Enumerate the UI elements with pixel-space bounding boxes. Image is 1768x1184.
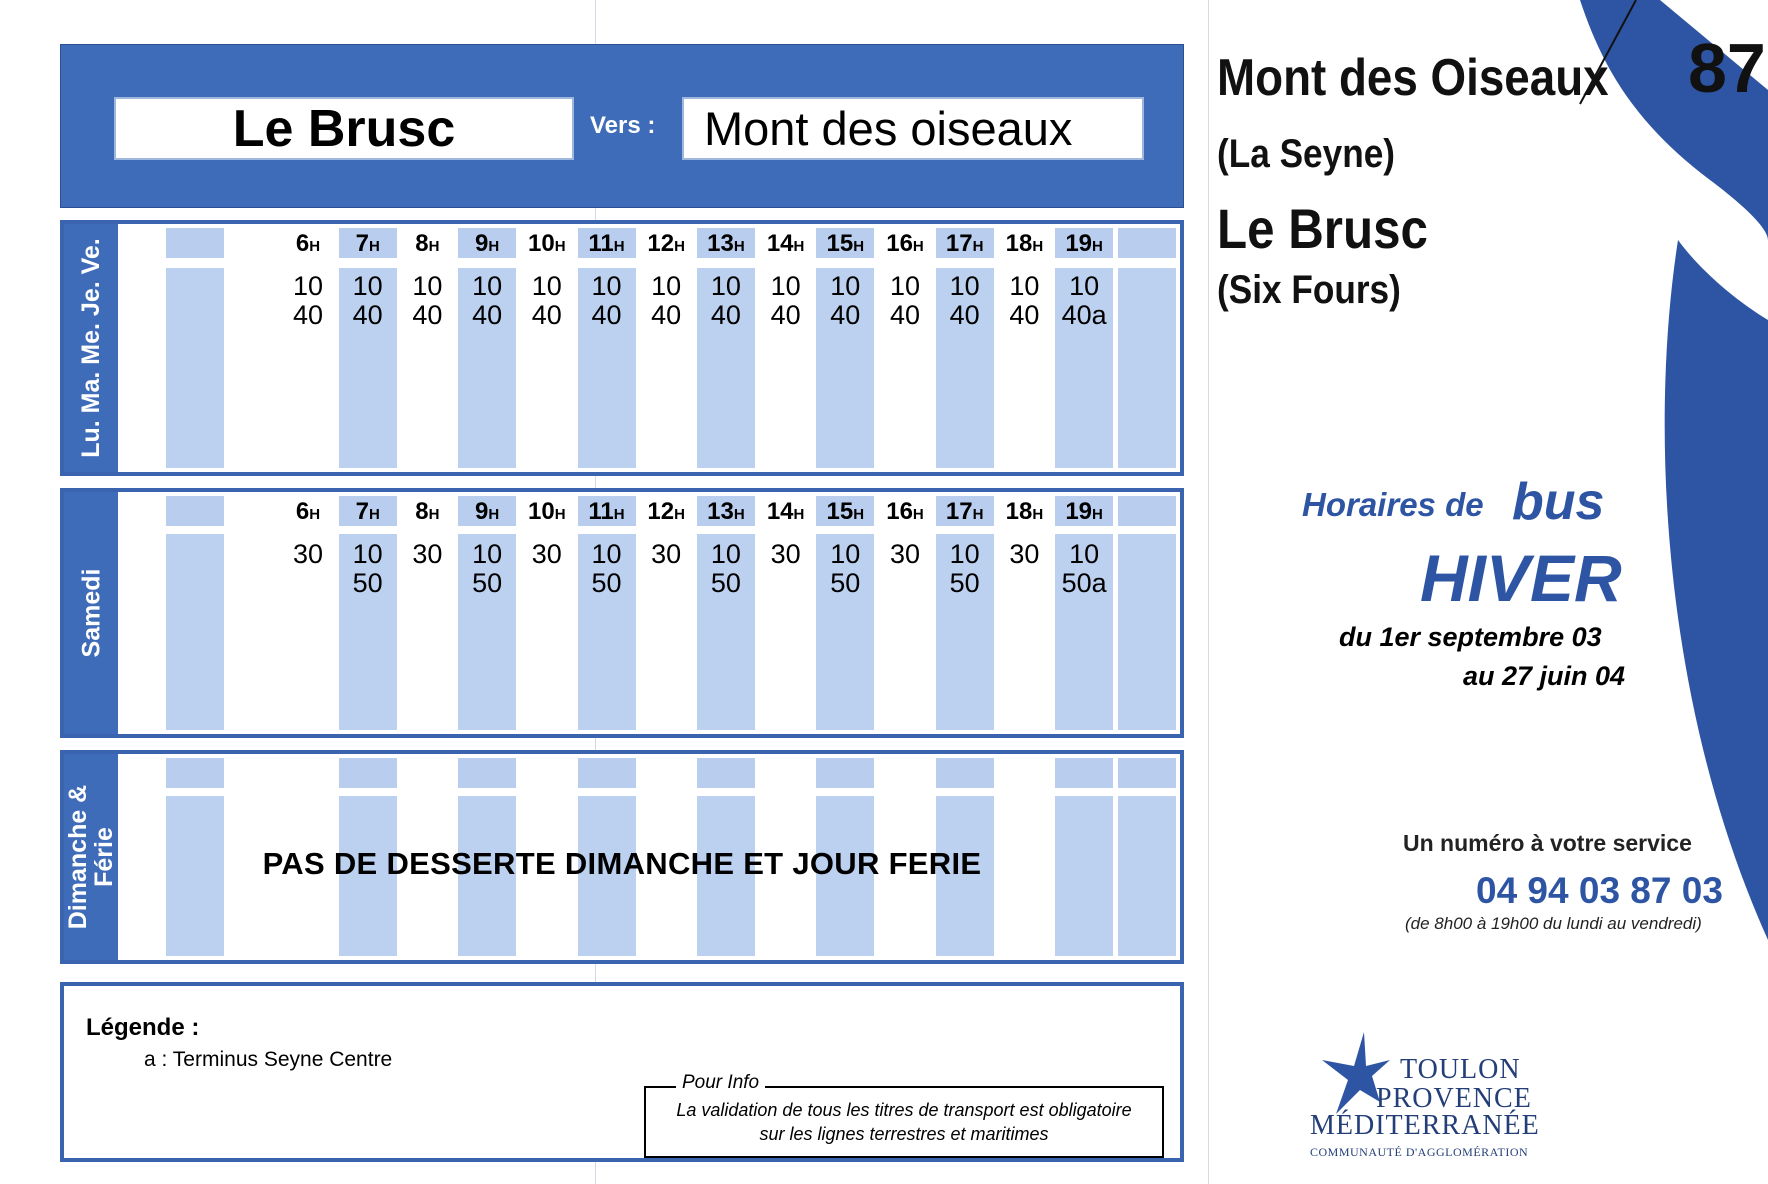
departure-minutes bbox=[517, 272, 577, 330]
hour-header bbox=[280, 498, 336, 526]
edge-stripe-right-top bbox=[1118, 758, 1176, 788]
hour-header bbox=[698, 498, 754, 526]
departure-minutes bbox=[577, 272, 637, 330]
legend-item: a : Terminus Seyne Centre bbox=[144, 1048, 393, 1071]
hour-suffix: H bbox=[488, 238, 500, 255]
minute-value: 40 bbox=[949, 300, 980, 330]
hour-header bbox=[1056, 498, 1112, 526]
minute-value: 30 bbox=[412, 539, 443, 569]
minute-value: 10 bbox=[591, 539, 622, 569]
hour-suffix: H bbox=[1092, 238, 1103, 255]
hour-suffix: H bbox=[368, 506, 380, 523]
edge-stripe-right bbox=[1118, 268, 1176, 468]
logo-line-3: MÉDITERRANÉE bbox=[1310, 1110, 1540, 1141]
hour-number: 10 bbox=[528, 230, 555, 257]
hour-suffix: H bbox=[428, 506, 440, 523]
period-line-2: au 27 juin 04 bbox=[1463, 661, 1626, 691]
departure-minutes bbox=[338, 272, 398, 330]
hour-number: 18 bbox=[1005, 498, 1033, 525]
hour-suffix: H bbox=[674, 506, 685, 523]
minute-value: 10 bbox=[472, 539, 503, 569]
edge-stripe-right-top bbox=[1118, 496, 1176, 526]
hour-number: 7 bbox=[355, 230, 369, 257]
departure-minutes bbox=[517, 540, 577, 569]
hour-number: 11 bbox=[588, 498, 614, 525]
hour-number: 14 bbox=[766, 498, 794, 525]
hour-number: 19 bbox=[1065, 230, 1093, 257]
season-label: HIVER bbox=[1420, 541, 1622, 615]
minute-value: 10 bbox=[830, 271, 861, 301]
departure-minutes bbox=[577, 540, 637, 598]
minute-value: 40 bbox=[830, 300, 861, 330]
hour-header bbox=[459, 230, 515, 258]
hour-stripe-top bbox=[339, 758, 397, 788]
cover-title: Mont des Oiseaux bbox=[1217, 49, 1609, 107]
departure-minutes bbox=[696, 540, 756, 598]
legend-box bbox=[60, 982, 1184, 1162]
hour-number: 13 bbox=[707, 498, 734, 525]
cover-subtitle-1: (La Seyne) bbox=[1217, 132, 1396, 176]
departure-minutes bbox=[875, 272, 935, 330]
hour-suffix: H bbox=[554, 506, 566, 523]
edge-stripe-left-top bbox=[166, 496, 224, 526]
minute-value: 10 bbox=[651, 271, 682, 301]
phone-number[interactable]: 04 94 03 87 03 bbox=[1476, 870, 1723, 911]
hour-header bbox=[817, 498, 873, 526]
departure-minutes bbox=[338, 540, 398, 598]
minute-value: 40 bbox=[352, 300, 383, 330]
minute-value: 50 bbox=[591, 568, 622, 598]
hour-suffix: H bbox=[793, 238, 805, 255]
hour-header bbox=[996, 230, 1052, 258]
departure-minutes bbox=[935, 272, 995, 330]
hour-suffix: H bbox=[613, 506, 625, 523]
hour-stripe-top bbox=[697, 758, 755, 788]
vers-label: Vers : bbox=[590, 112, 656, 139]
saturday-label-bar bbox=[64, 492, 118, 734]
edge-stripe-right-top bbox=[1118, 228, 1176, 258]
minute-value: 40 bbox=[412, 300, 443, 330]
hour-number: 15 bbox=[826, 498, 854, 525]
info-line1: La validation de tous les titres de transport est obligatoire bbox=[676, 1100, 1132, 1120]
line-number: 87 bbox=[1688, 29, 1766, 107]
hour-suffix: H bbox=[733, 238, 745, 255]
origin-stop: Le Brusc bbox=[114, 97, 574, 160]
hour-header bbox=[519, 498, 575, 526]
period-line-1: du 1er septembre 03 bbox=[1339, 622, 1602, 652]
hour-header bbox=[817, 230, 873, 258]
hour-number: 12 bbox=[647, 230, 675, 257]
hour-header bbox=[399, 498, 455, 526]
legend-title: Légende : bbox=[86, 1014, 200, 1041]
hour-header bbox=[937, 230, 993, 258]
hour-suffix: H bbox=[853, 238, 865, 255]
logo-line-2: PROVENCE bbox=[1376, 1083, 1532, 1114]
hour-suffix: H bbox=[674, 238, 685, 255]
service-label: Un numéro à votre service bbox=[1403, 830, 1692, 856]
hour-suffix: H bbox=[368, 238, 380, 255]
hour-suffix: H bbox=[488, 506, 500, 523]
cover-subtitle-2: (Six Fours) bbox=[1217, 268, 1401, 312]
hour-header bbox=[459, 498, 515, 526]
minute-value: 40 bbox=[292, 300, 324, 330]
saturday-schedule bbox=[60, 488, 1184, 738]
hour-stripe-top bbox=[578, 758, 636, 788]
edge-stripe-left-top bbox=[166, 228, 224, 258]
horaires-label: Horaires de bbox=[1302, 486, 1484, 523]
hour-header bbox=[340, 230, 396, 258]
minute-value: 10 bbox=[1069, 271, 1100, 301]
minute-value: 50 bbox=[830, 568, 861, 598]
hour-number: 14 bbox=[766, 230, 794, 257]
hour-header bbox=[280, 230, 336, 258]
hour-suffix: H bbox=[309, 506, 321, 523]
minute-value: 10 bbox=[352, 271, 383, 301]
hour-number: 7 bbox=[355, 498, 369, 525]
hour-number: 9 bbox=[474, 230, 489, 257]
minute-value: 50 bbox=[352, 568, 383, 598]
minute-value: 10 bbox=[591, 271, 622, 301]
hour-stripe-top bbox=[1055, 758, 1113, 788]
hour-suffix: H bbox=[428, 238, 440, 255]
hour-number: 17 bbox=[945, 498, 973, 525]
hour-suffix: H bbox=[733, 506, 745, 523]
hour-number: 15 bbox=[826, 230, 854, 257]
hour-suffix: H bbox=[1032, 506, 1044, 523]
departure-minutes bbox=[278, 272, 338, 330]
hour-header bbox=[877, 498, 933, 526]
minute-value: 30 bbox=[651, 539, 682, 569]
minute-value: 10 bbox=[292, 271, 324, 301]
minute-value: 40 bbox=[591, 300, 622, 330]
saturday-label: Samedi bbox=[77, 568, 105, 658]
destination-stop: Mont des oiseaux bbox=[682, 97, 1144, 160]
departure-minutes bbox=[815, 540, 875, 598]
minute-value: 40 bbox=[1009, 300, 1040, 330]
hour-number: 11 bbox=[588, 230, 614, 257]
departure-minutes bbox=[756, 272, 816, 330]
edge-stripe-left bbox=[166, 534, 224, 730]
minute-value: 10 bbox=[710, 539, 741, 569]
minute-value: 10 bbox=[472, 271, 503, 301]
minute-value: 50 bbox=[472, 568, 503, 598]
hour-suffix: H bbox=[972, 238, 984, 255]
departure-minutes bbox=[756, 540, 816, 569]
hour-stripe-top bbox=[816, 758, 874, 788]
departure-minutes bbox=[815, 272, 875, 330]
info-line2: sur les lignes terrestres et maritimes bbox=[759, 1124, 1049, 1144]
info-text bbox=[646, 1098, 1162, 1146]
hour-header bbox=[937, 498, 993, 526]
departure-minutes bbox=[457, 272, 517, 330]
minute-value: 30 bbox=[889, 539, 921, 569]
hour-header bbox=[638, 498, 694, 526]
hour-suffix: H bbox=[309, 238, 321, 255]
minute-value: 30 bbox=[1009, 539, 1040, 569]
hour-number: 13 bbox=[707, 230, 734, 257]
minute-value: 10 bbox=[770, 271, 801, 301]
minute-value: 40 bbox=[710, 300, 741, 330]
departure-minutes bbox=[457, 540, 517, 598]
hour-header bbox=[996, 498, 1052, 526]
minute-value: 10 bbox=[531, 271, 562, 301]
bus-label: bus bbox=[1512, 473, 1605, 531]
minute-value: 30 bbox=[292, 539, 324, 569]
departure-minutes bbox=[994, 272, 1054, 330]
weekday-label-bar bbox=[64, 224, 118, 472]
hour-number: 8 bbox=[415, 230, 429, 257]
fold-line bbox=[1208, 0, 1209, 1184]
edge-stripe-right bbox=[1118, 534, 1176, 730]
minute-value: 40 bbox=[472, 300, 503, 330]
hour-number: 8 bbox=[415, 498, 429, 525]
hour-number: 10 bbox=[528, 498, 555, 525]
minute-value: 40a bbox=[1061, 300, 1107, 330]
minute-value: 40 bbox=[770, 300, 801, 330]
minute-value: 10 bbox=[949, 271, 980, 301]
hour-suffix: H bbox=[912, 238, 924, 255]
hour-number: 9 bbox=[474, 498, 489, 525]
hour-header bbox=[519, 230, 575, 258]
hour-suffix: H bbox=[554, 238, 566, 255]
minute-value: 10 bbox=[710, 271, 741, 301]
hour-header bbox=[758, 230, 814, 258]
hour-number: 19 bbox=[1065, 498, 1093, 525]
hour-header bbox=[399, 230, 455, 258]
departure-minutes bbox=[636, 540, 696, 569]
minute-value: 10 bbox=[889, 271, 921, 301]
hour-suffix: H bbox=[972, 506, 984, 523]
sunday-label-line2: Férie bbox=[90, 827, 118, 887]
hour-header bbox=[638, 230, 694, 258]
hour-header bbox=[579, 230, 635, 258]
info-title: Pour Info bbox=[676, 1072, 765, 1094]
departure-minutes bbox=[1054, 272, 1114, 330]
departure-minutes bbox=[1054, 540, 1114, 598]
hour-number: 16 bbox=[886, 498, 913, 525]
departure-minutes bbox=[397, 540, 457, 569]
minute-value: 10 bbox=[412, 271, 443, 301]
hour-suffix: H bbox=[912, 506, 924, 523]
hour-number: 6 bbox=[295, 498, 310, 525]
hour-number: 6 bbox=[295, 230, 310, 257]
minute-value: 10 bbox=[949, 539, 980, 569]
minute-value: 50 bbox=[710, 568, 741, 598]
minute-value: 10 bbox=[1069, 539, 1100, 569]
minute-value: 30 bbox=[770, 539, 801, 569]
minute-value: 10 bbox=[830, 539, 861, 569]
hour-suffix: H bbox=[793, 506, 805, 523]
hour-suffix: H bbox=[1032, 238, 1044, 255]
departure-minutes bbox=[935, 540, 995, 598]
logo-line-1: TOULON bbox=[1400, 1054, 1521, 1085]
hour-number: 12 bbox=[647, 498, 675, 525]
minute-value: 40 bbox=[531, 300, 562, 330]
departure-minutes bbox=[397, 272, 457, 330]
logo-line-4: COMMUNAUTÉ D'AGGLOMÉRATION bbox=[1310, 1145, 1529, 1159]
minute-value: 50 bbox=[949, 568, 980, 598]
departure-minutes bbox=[696, 272, 756, 330]
minute-value: 40 bbox=[651, 300, 682, 330]
hour-header bbox=[877, 230, 933, 258]
hour-header bbox=[340, 498, 396, 526]
phone-hours: (de 8h00 à 19h00 du lundi au vendredi) bbox=[1405, 914, 1702, 933]
weekday-label: Lu. Ma. Me. Je. Ve. bbox=[77, 238, 105, 458]
minute-value: 10 bbox=[352, 539, 383, 569]
departure-minutes bbox=[875, 540, 935, 569]
minute-value: 40 bbox=[889, 300, 921, 330]
hour-suffix: H bbox=[853, 506, 865, 523]
hour-number: 18 bbox=[1005, 230, 1033, 257]
cover-title-2: Le Brusc bbox=[1217, 197, 1428, 260]
departure-minutes bbox=[278, 540, 338, 569]
hour-suffix: H bbox=[1092, 506, 1103, 523]
hour-number: 17 bbox=[945, 230, 973, 257]
hour-header bbox=[698, 230, 754, 258]
hour-stripe-top bbox=[936, 758, 994, 788]
departure-minutes bbox=[636, 272, 696, 330]
minute-value: 10 bbox=[1009, 271, 1040, 301]
hour-header bbox=[579, 498, 635, 526]
sunday-label-line1: Dimanche & bbox=[64, 784, 93, 930]
weekday-schedule bbox=[60, 220, 1184, 476]
edge-stripe-left-top bbox=[166, 758, 224, 788]
hour-number: 16 bbox=[886, 230, 913, 257]
hour-stripe-top bbox=[458, 758, 516, 788]
hour-header bbox=[1056, 230, 1112, 258]
no-service-notice: PAS DE DESSERTE DIMANCHE ET JOUR FERIE bbox=[262, 846, 982, 881]
edge-stripe-left bbox=[166, 268, 224, 468]
departure-minutes bbox=[994, 540, 1054, 569]
info-box bbox=[644, 1072, 1164, 1158]
minute-value: 50a bbox=[1061, 568, 1107, 598]
hour-suffix: H bbox=[613, 238, 625, 255]
minute-value: 30 bbox=[531, 539, 562, 569]
sunday-schedule bbox=[60, 750, 1184, 964]
hour-header bbox=[758, 498, 814, 526]
